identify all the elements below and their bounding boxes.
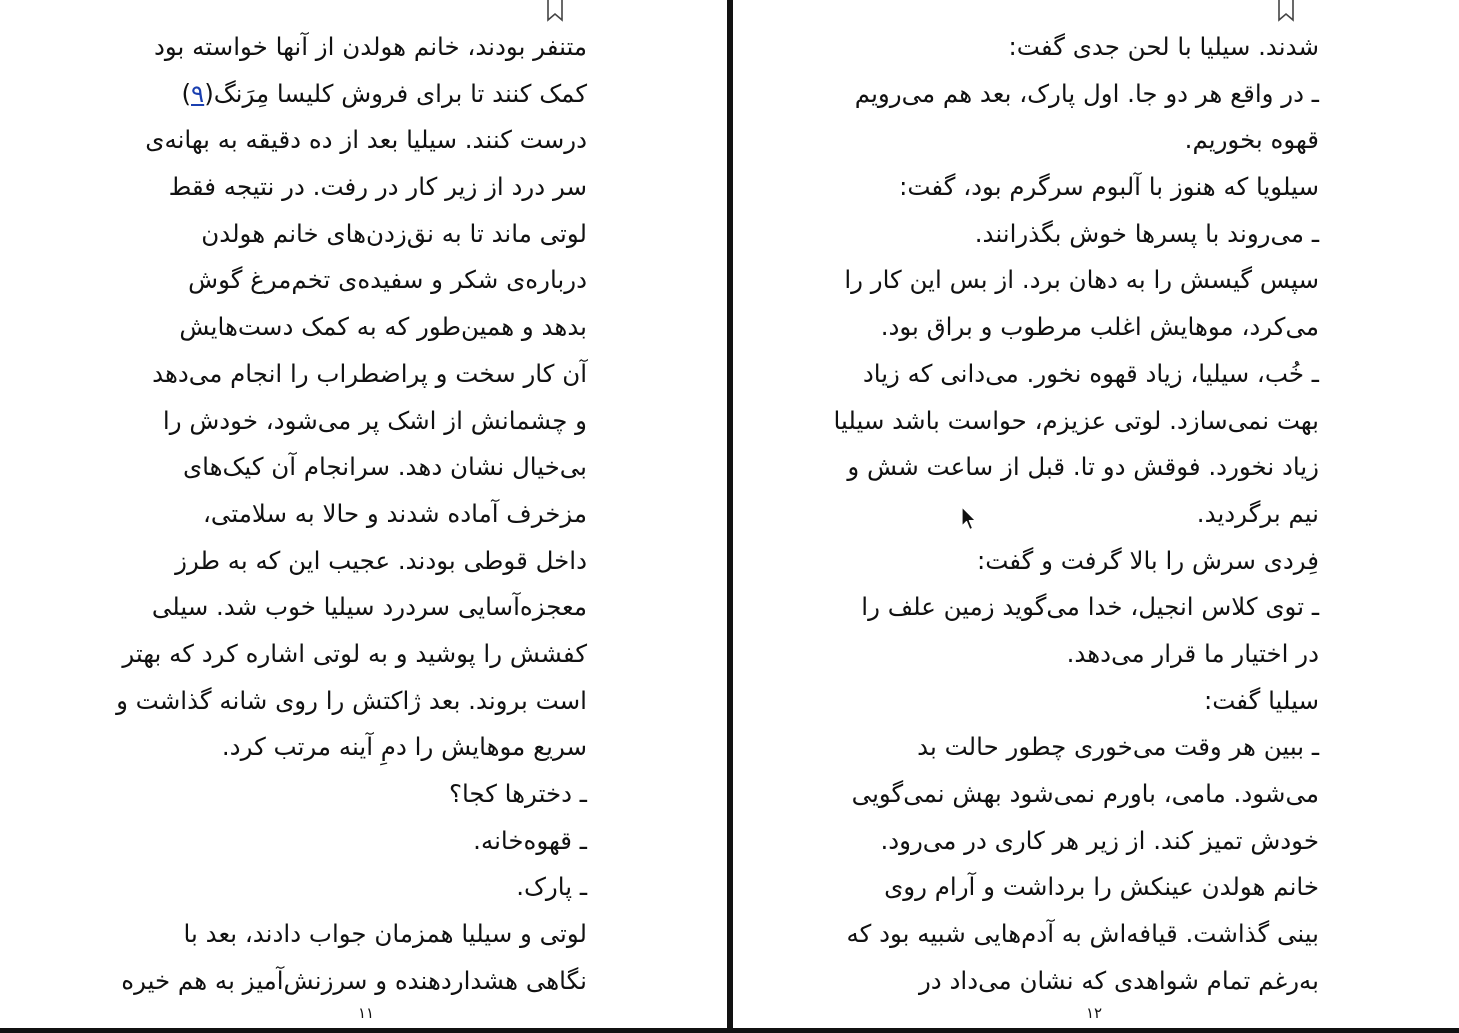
right-page[interactable] (733, 0, 1459, 1028)
text-line: ـ در واقع هر دو جا. اول پارک، بعد هم می‌رویم (854, 78, 1319, 108)
text-line: و چشمانش از اشک پر می‌شود، خودش را (162, 405, 587, 435)
text-line: داخل قوطی بودند. عجیب این که به طرز (175, 545, 587, 575)
text-line: خانم هولدن عینکش را برداشت و آرام روی (884, 872, 1319, 902)
page-number: ۱۱ (358, 1004, 375, 1022)
text-line: درباره‌ی شکر و سفیده‌ی تخم‌مرغ گوش (188, 265, 587, 295)
text-line: نیم برگردید. (1196, 498, 1319, 528)
text-line: ـ خُب، سیلیا، زیاد قهوه نخور. می‌دانی که زیاد (862, 358, 1319, 388)
text-line: کفشش را پوشید و به لوتی اشاره کرد که بهتر (122, 638, 587, 668)
text-line: نگاهی هشداردهنده و سرزنش‌آمیز به هم خیره (121, 965, 587, 995)
text-line: ـ دخترها کجا؟ (448, 779, 587, 808)
mouse-pointer-icon (961, 506, 977, 532)
text-line: ـ توی کلاس انجیل، خدا می‌گوید زمین علف را (861, 592, 1319, 622)
text-line: ـ پارک. (516, 872, 587, 902)
text-line: است بروند. بعد ژاکتش را روی شانه گذاشت و (116, 685, 587, 715)
right-page-text (833, 24, 1319, 1004)
text-line: درست کنند. سیلیا بعد از ده دقیقه به بهانه‌ی (145, 125, 587, 155)
bottom-border (0, 1028, 1459, 1033)
text-line: در اختیار ما قرار می‌دهد. (1066, 638, 1319, 668)
text-line: ـ می‌روند با پسرها خوش بگذرانند. (974, 218, 1319, 248)
footnote-link[interactable]: ۹ (191, 78, 205, 108)
text-line: لوتی و سیلیا همزمان جواب دادند، بعد با (183, 919, 587, 949)
text-line: بهت نمی‌سازد. لوتی عزیزم، حواست باشد سیلیا (833, 405, 1319, 435)
text-line-segment: کمک کنند تا برای فروش کلیسا مِرَنگ( (204, 78, 587, 108)
text-line: ـ ببین هر وقت می‌خوری چطور حالت بد (917, 732, 1319, 762)
text-line: سپس گیسش را به دهان برد. از بس این کار را (844, 265, 1319, 295)
text-line: متنفر بودند، خانم هولدن از آنها خواسته بود (153, 32, 587, 61)
text-line: لوتی ماند تا به نق‌زدن‌های خانم هولدن (201, 218, 587, 248)
footnote-close: ) (181, 78, 192, 108)
text-line: بینی گذاشت. قیافه‌اش به آدم‌هایی شبیه بود که (846, 919, 1319, 949)
text-line: قهوه بخوریم. (1184, 125, 1319, 155)
bookmark-icon[interactable] (546, 0, 564, 22)
text-line: ـ قهوه‌خانه. (473, 825, 587, 855)
text-line: زیاد نخورد. فوقش دو تا. قبل از ساعت شش و (847, 452, 1319, 482)
text-line: خودش تمیز کند. از زیر هر کاری در می‌رود. (880, 825, 1319, 855)
page-number: ۱۲ (1086, 1004, 1103, 1022)
text-line: بی‌خیال نشان دهد. سرانجام آن کیک‌های (182, 452, 587, 482)
text-line: سر درد از زیر کار در رفت. در نتیجه فقط (168, 172, 587, 202)
text-line: آن کار سخت و پراضطراب را انجام می‌دهد (152, 358, 587, 388)
text-line (147, 71, 587, 118)
text-line: سیلویا که هنوز با آلبوم سرگرم بود، گفت: (899, 172, 1319, 202)
text-line: بدهد و همین‌طور که به کمک دست‌هایش (179, 312, 587, 342)
text-line: می‌کرد، موهایش اغلب مرطوب و براق بود. (880, 312, 1319, 342)
text-line: مزخرف آماده شدند و حالا به سلامتی، (203, 498, 587, 528)
left-page[interactable] (0, 0, 727, 1028)
text-line: سریع موهایش را دمِ آینه مرتب کرد. (221, 732, 587, 762)
text-line: به‌رغم تمام شواهدی که نشان می‌داد در (918, 965, 1319, 995)
left-page-text (116, 24, 587, 1004)
text-line: شدند. سیلیا با لحن جدی گفت: (1008, 32, 1319, 61)
text-line: معجزه‌آسایی سردرد سیلیا خوب شد. سیلی (151, 592, 587, 622)
text-line: فِردی سرش را بالا گرفت و گفت: (976, 545, 1319, 575)
bookmark-icon[interactable] (1277, 0, 1295, 22)
text-line: می‌شود. مامی، باورم نمی‌شود بهش نمی‌گویی (851, 779, 1319, 808)
text-line: سیلیا گفت: (1203, 685, 1319, 715)
